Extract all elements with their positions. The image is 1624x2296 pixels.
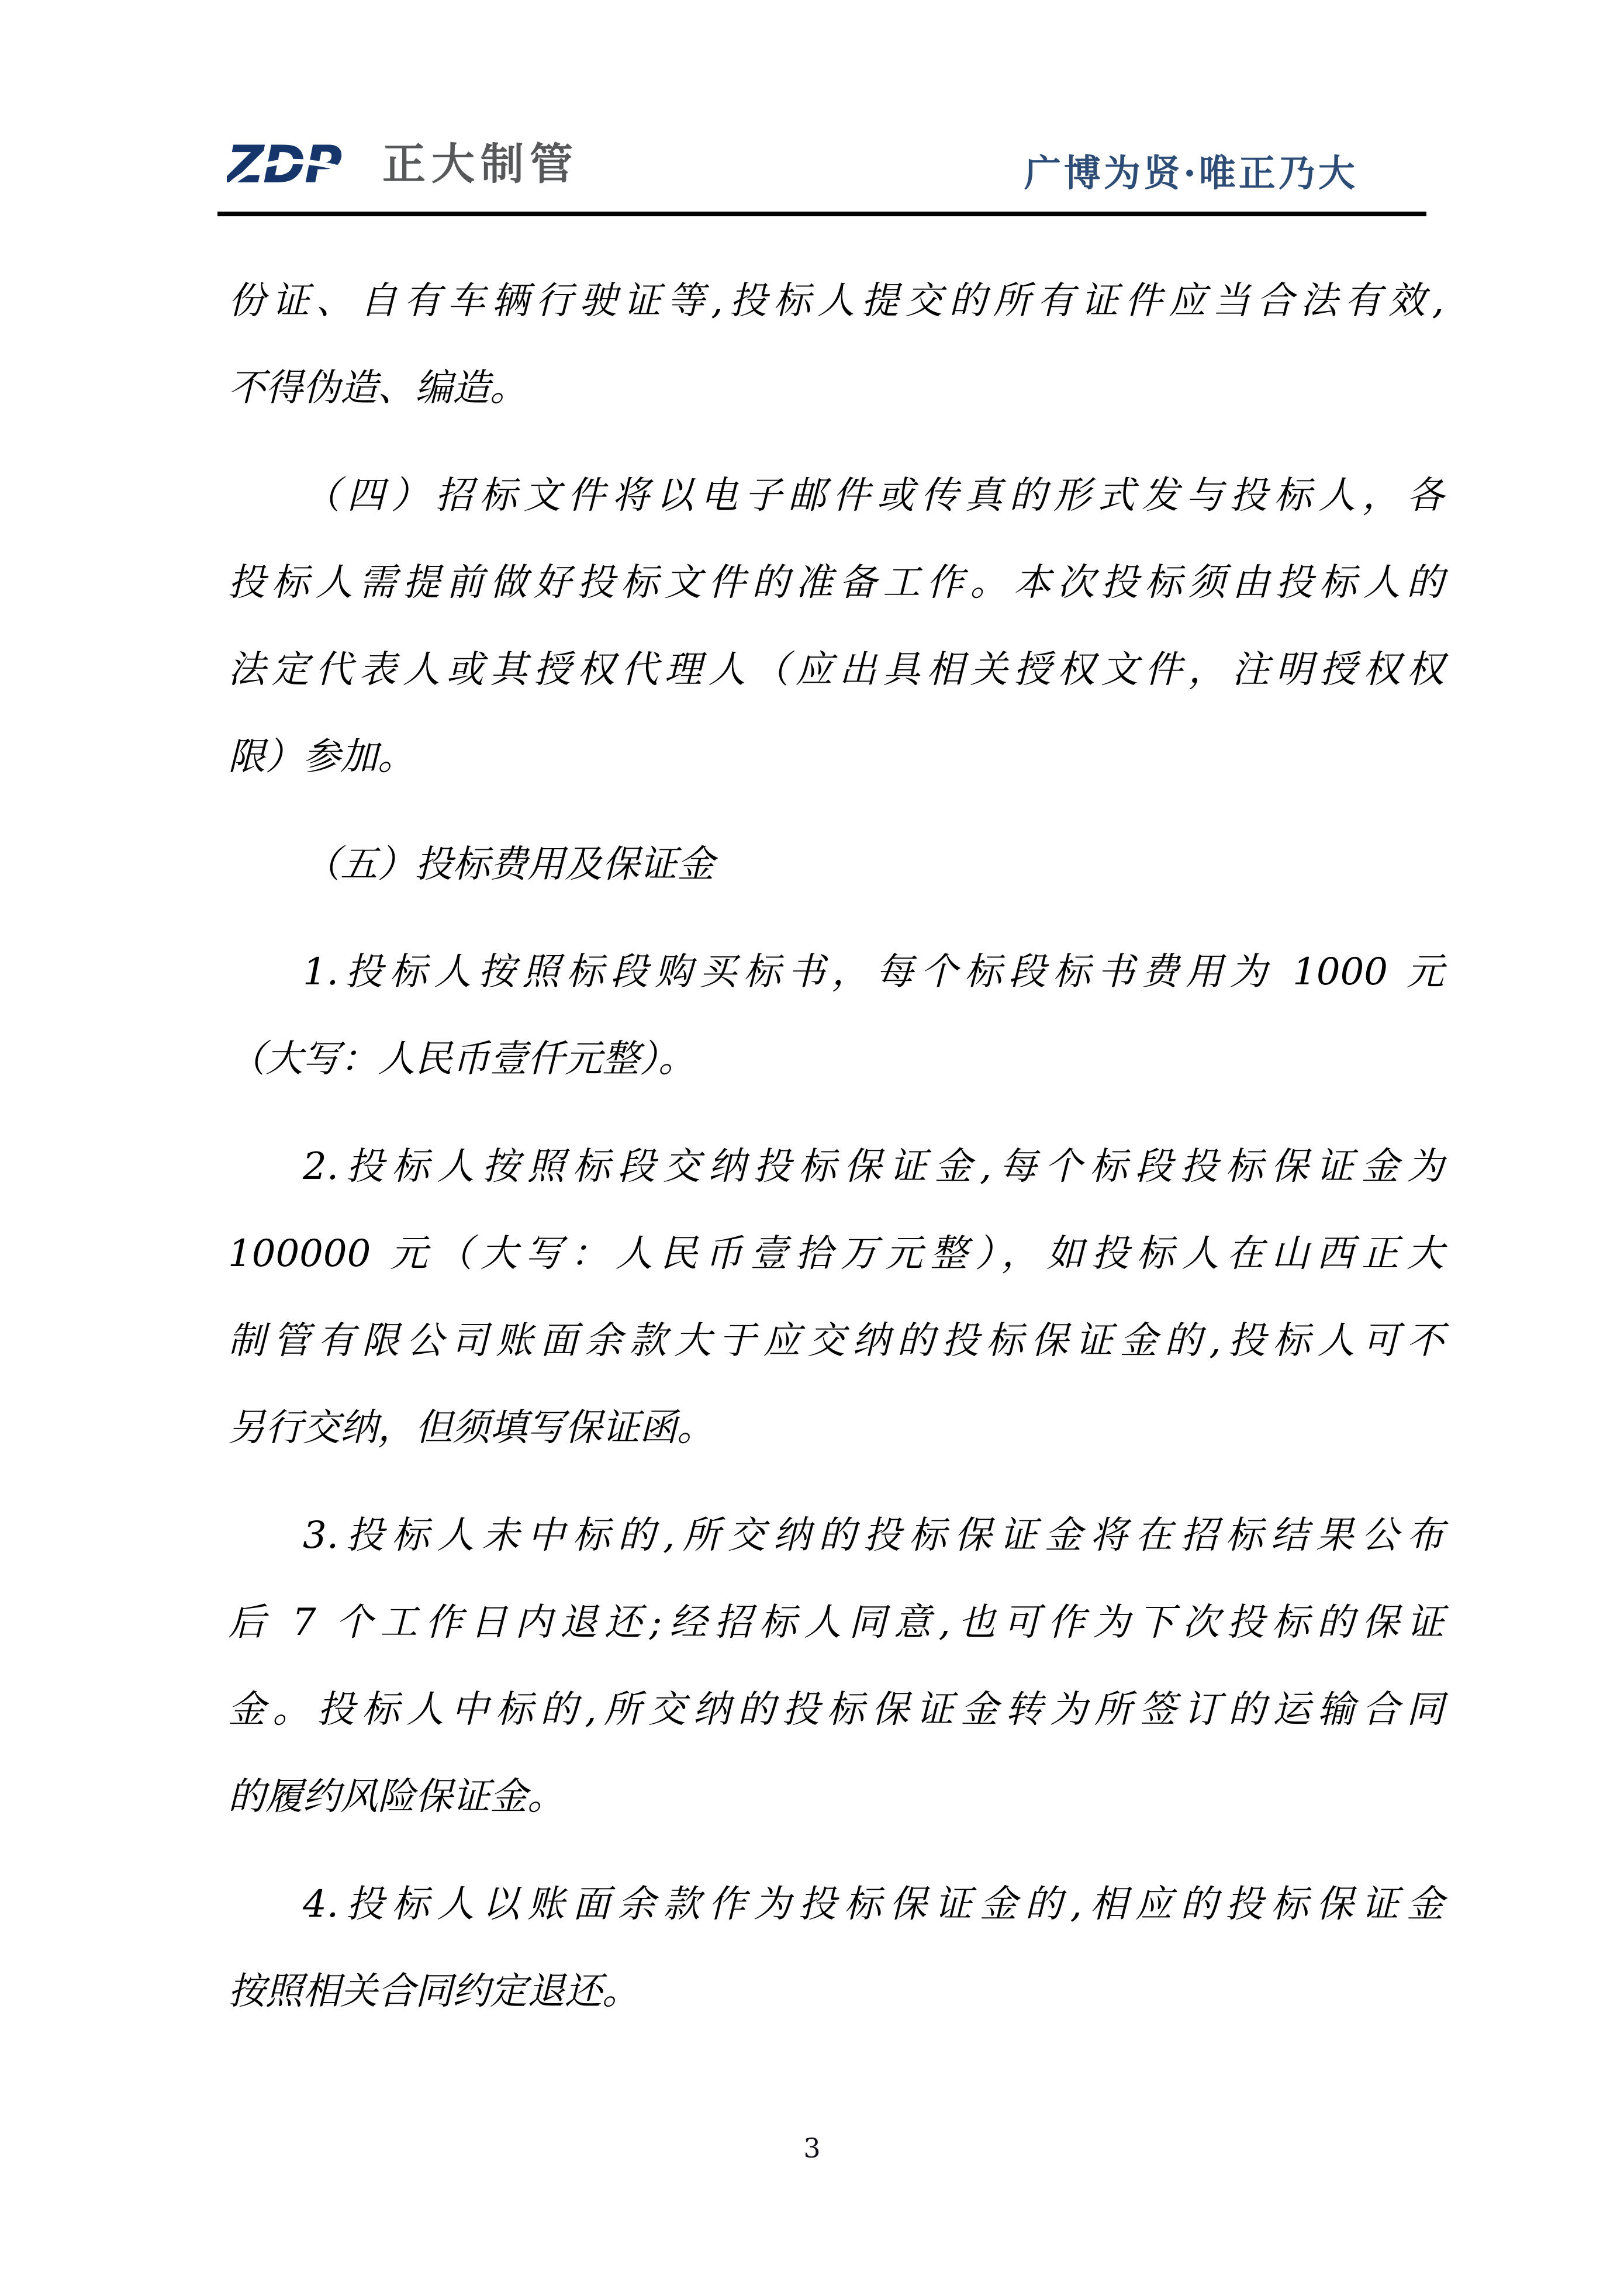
page-number: 3 [803,2132,821,2164]
text-line: 按照相关合同约定退还。 [228,1970,640,2013]
paragraph [228,821,1444,908]
text-line: （五）投标费用及保证金 [303,843,714,886]
text-line: 100000 元（大写：人民币壹拾万元整），如投标人在山西正大 [228,1232,1444,1275]
text-line: （大写：人民币壹仟元整）。 [228,1038,696,1081]
text-line: 金。投标人中标的,所交纳的投标保证金转为所签订的运输合同 [228,1688,1444,1731]
paragraph [228,258,1444,432]
text-line: 法定代表人或其授权代理人（应出具相关授权文件，注明授权权 [228,648,1444,691]
company-slogan: 广博为贤·唯正乃大 [1024,151,1358,195]
paragraph [228,1861,1444,2035]
text-line: 制管有限公司账面余款大于应交纳的投标保证金的,投标人可不 [228,1319,1444,1363]
text-line: （四）招标文件将以电子邮件或传真的形式发与投标人，各 [303,474,1444,517]
text-line: 的履约风险保证金。 [228,1775,565,1818]
company-name: 正大制管 [382,139,579,189]
document-body [228,258,1444,2035]
text-line: 另行交纳，但须填写保证函。 [228,1406,714,1450]
paragraph [228,1123,1444,1472]
text-line: 后 7 个工作日内退还;经招标人同意,也可作为下次投标的保证 [228,1601,1444,1644]
text-line: 1.投标人按照标段购买标书，每个标段标书费用为 1000 元 [303,950,1444,994]
paragraph [228,452,1444,801]
text-line: 2.投标人按照标段交纳投标保证金,每个标段投标保证金为 [303,1145,1444,1188]
text-line: 份证、自有车辆行驶证等,投标人提交的所有证件应当合法有效, [228,279,1444,323]
text-line: 不得伪造、编造。 [228,366,527,410]
zdp-logo-icon [227,137,362,192]
text-line: 投标人需提前做好投标文件的准备工作。本次投标须由投标人的 [228,561,1444,604]
text-line: 4.投标人以账面余款作为投标保证金的,相应的投标保证金 [303,1883,1444,1926]
company-logo [227,137,579,192]
paragraph [228,1492,1444,1841]
text-line: 限）参加。 [228,735,415,779]
paragraph [228,929,1444,1103]
logo-abbr-text: ZDP [227,137,341,192]
text-line: 3.投标人未中标的,所交纳的投标保证金将在招标结果公布 [303,1514,1444,1557]
header-divider [217,212,1426,216]
